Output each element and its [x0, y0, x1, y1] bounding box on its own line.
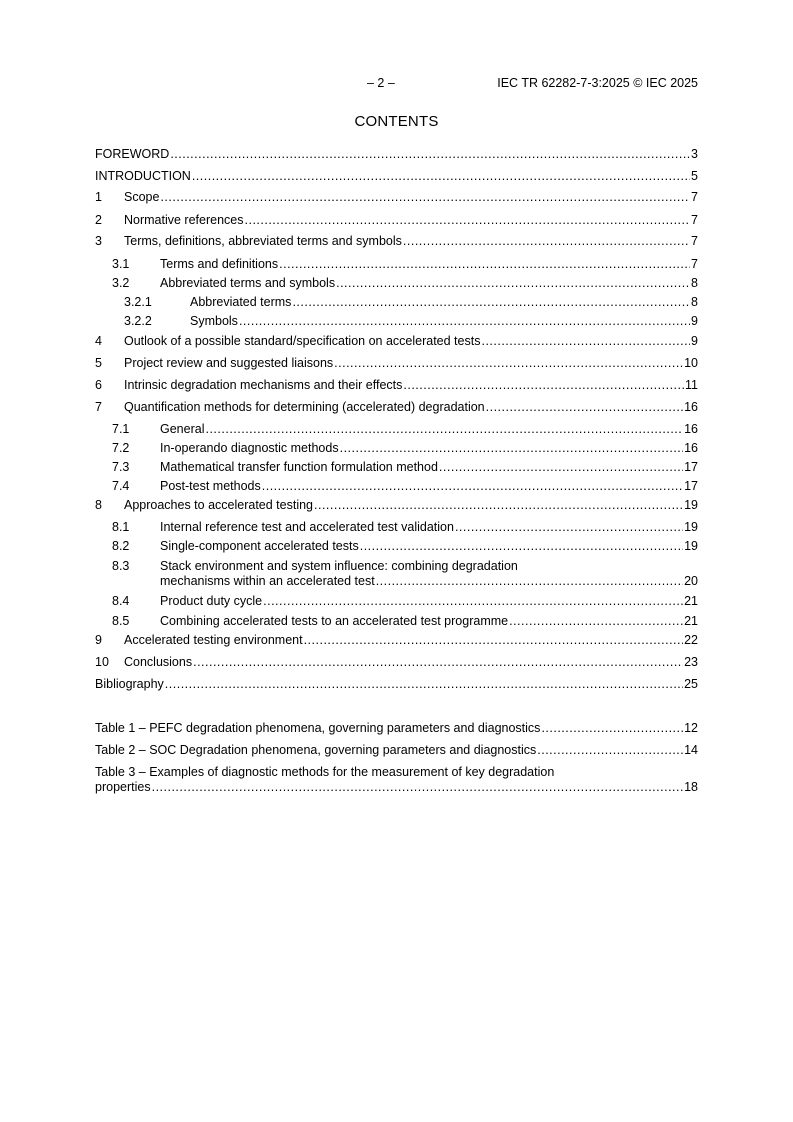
toc-entry-7-1[interactable]: 7.1 General ..... 16 [95, 421, 698, 437]
toc-entry-foreword[interactable]: FOREWORD ..... 3 [95, 146, 698, 162]
toc-entry-3-1[interactable]: 3.1 Terms and definitions ..... 7 [95, 256, 698, 272]
contents-title: CONTENTS [354, 113, 439, 130]
toc-entry-5[interactable]: 5 Project review and suggested liaisons ..... 10 [95, 355, 698, 371]
list-of-tables-entry-1[interactable]: Table 1 – PEFC degradation phenomena, governing parameters and diagnostics ..... 12 [95, 720, 698, 736]
page-header [0, 76, 793, 92]
list-of-tables-entry-3[interactable]: Table 3 – Examples of diagnostic methods for the measurement of key degradation properties ..... 18 [95, 764, 698, 796]
list-of-tables-entry-2[interactable]: Table 2 – SOC Degradation phenomena, governing parameters and diagnostics ..... 14 [95, 742, 698, 758]
toc-entry-introduction[interactable]: INTRODUCTION ..... 5 [95, 168, 698, 184]
toc-entry-8-1[interactable]: 8.1 Internal reference test and accelerated test validation ..... 19 [95, 519, 698, 535]
toc-entry-7-3[interactable]: 7.3 Mathematical transfer function formulation method ..... 17 [95, 459, 698, 475]
toc-entry-6[interactable]: 6 Intrinsic degradation mechanisms and their effects ..... 11 [95, 377, 698, 393]
toc-entry-8-4[interactable]: 8.4 Product duty cycle ..... 21 [95, 593, 698, 609]
toc-entry-8-5[interactable]: 8.5 Combining accelerated tests to an accelerated test programme ..... 21 [95, 613, 698, 629]
toc-entry-10[interactable]: 10 Conclusions ..... 23 [95, 654, 698, 670]
toc-entry-1[interactable]: 1 Scope ..... 7 [95, 189, 698, 205]
toc-entry-7[interactable]: 7 Quantification methods for determining (accelerated) degradation ..... 16 [95, 399, 698, 415]
toc-entry-3-2-1[interactable]: 3.2.1 Abbreviated terms ..... 8 [95, 294, 698, 310]
toc-entry-3[interactable]: 3 Terms, definitions, abbreviated terms and symbols ..... 7 [95, 233, 698, 249]
toc-entry-2[interactable]: 2 Normative references ..... 7 [95, 212, 698, 228]
toc-entry-9[interactable]: 9 Accelerated testing environment ..... 22 [95, 632, 698, 648]
toc-entry-7-2[interactable]: 7.2 In-operando diagnostic methods ..... 16 [95, 440, 698, 456]
toc-entry-bibliography[interactable]: Bibliography ..... 25 [95, 676, 698, 692]
page-number: – 2 – [367, 76, 395, 90]
toc-entry-7-4[interactable]: 7.4 Post-test methods ..... 17 [95, 478, 698, 494]
toc-entry-4[interactable]: 4 Outlook of a possible standard/specification on accelerated tests ..... 9 [95, 333, 698, 349]
document-reference: IEC TR 62282-7-3:2025 © IEC 2025 [497, 76, 698, 90]
toc-entry-8-2[interactable]: 8.2 Single-component accelerated tests ..... 19 [95, 538, 698, 554]
toc-entry-3-2-2[interactable]: 3.2.2 Symbols ..... 9 [95, 313, 698, 329]
toc-entry-8[interactable]: 8 Approaches to accelerated testing ..... 19 [95, 497, 698, 513]
toc-entry-3-2[interactable]: 3.2 Abbreviated terms and symbols ..... 8 [95, 275, 698, 291]
toc-entry-8-3[interactable]: 8.3 Stack environment and system influence: combining degradation mechanisms within an accelerated test ..... 20 [95, 558, 698, 590]
